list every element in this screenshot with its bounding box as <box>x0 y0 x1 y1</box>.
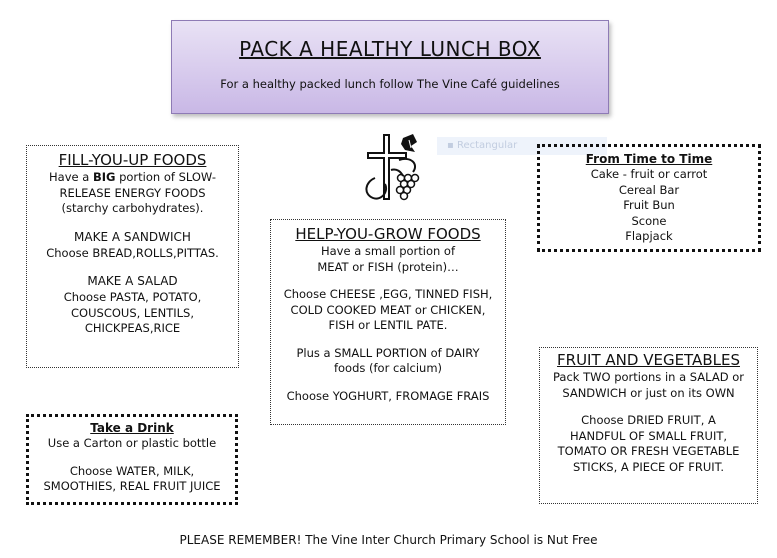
take-a-drink-heading: Take a Drink <box>90 421 174 435</box>
fill-line1-bold: BIG <box>92 170 116 184</box>
from-time-to-time-heading: From Time to Time <box>585 152 713 166</box>
fill-you-up-line3: (starchy carbohydrates). <box>61 201 204 215</box>
grow-choose-line: FISH or LENTIL PATE. <box>328 318 448 332</box>
salad-line: CHICKPEAS,RICE <box>84 321 181 335</box>
make-sandwich-text: Choose BREAD,ROLLS,PITTAS. <box>46 245 219 260</box>
fill-you-up-line1 <box>27 170 238 186</box>
treat-item: Cereal Bar <box>618 182 680 197</box>
fruit-intro-line: SANDWICH or just on its OWN <box>562 385 735 400</box>
grow-dairy-line: foods (for calcium) <box>333 361 443 375</box>
help-you-grow-box <box>270 219 506 425</box>
fill-you-up-line2: RELEASE ENERGY FOODS <box>59 185 206 200</box>
page-title: PACK A HEALTHY LUNCH BOX <box>239 37 541 61</box>
take-a-drink-box <box>26 414 238 505</box>
fruit-veg-heading: FRUIT AND VEGETABLES <box>557 351 740 369</box>
fruit-intro-line: Pack TWO portions in a SALAD or <box>553 370 744 384</box>
faint-shape-label-text: Rectangular <box>456 140 518 151</box>
grow-yoghurt-line: Choose YOGHURT, FROMAGE FRAIS <box>286 388 490 403</box>
page-subtitle: For a healthy packed lunch follow The Vine Café guidelines <box>220 77 560 91</box>
fruit-choose-line: HANDFUL OF SMALL FRUIT, <box>569 428 728 443</box>
grow-intro-line: Have a small portion of <box>320 244 456 258</box>
treat-item: Fruit Bun <box>623 198 675 212</box>
help-you-grow-heading: HELP-YOU-GROW FOODS <box>295 225 481 243</box>
drink-line1: Use a Carton or plastic bottle <box>47 436 217 450</box>
treat-item: Scone <box>631 213 667 228</box>
faint-shape-label: ▪ Rectangular <box>437 137 607 155</box>
treat-item: Cake - fruit or carrot <box>590 167 708 181</box>
nut-free-footer: PLEASE REMEMBER! The Vine Inter Church Primary School is Nut Free <box>179 533 598 547</box>
title-banner <box>171 20 609 114</box>
fruit-choose-line: TOMATO OR FRESH VEGETABLE <box>557 444 740 458</box>
grow-choose-line: COLD COOKED MEAT or CHICKEN, <box>290 302 486 317</box>
fruit-choose-line: Choose DRIED FRUIT, A <box>581 413 716 427</box>
salad-line: COUSCOUS, LENTILS, <box>71 305 194 320</box>
cross-with-vine-and-grapes-icon <box>355 130 427 206</box>
treat-item: Flapjack <box>625 229 673 243</box>
from-time-to-time-box <box>537 144 761 252</box>
salad-line: Choose PASTA, POTATO, <box>63 290 202 304</box>
make-salad-heading: MAKE A SALAD <box>87 274 178 288</box>
drink-choose-line: SMOOTHIES, REAL FRUIT JUICE <box>43 479 221 493</box>
fill-line1-post: portion of SLOW- <box>115 170 216 184</box>
drink-choose-line: Choose WATER, MILK, <box>69 463 195 478</box>
fruit-choose-line: STICKS, A PIECE OF FRUIT. <box>572 459 725 474</box>
grow-dairy-line: Plus a SMALL PORTION of DAIRY <box>296 345 480 360</box>
grow-intro-line: MEAT or FISH (protein)… <box>317 259 459 274</box>
make-sandwich-heading: MAKE A SANDWICH <box>74 229 191 244</box>
grow-choose-line: Choose CHEESE ,EGG, TINNED FISH, <box>283 287 493 301</box>
fill-you-up-box <box>26 145 239 368</box>
fill-you-up-heading: FILL-YOU-UP FOODS <box>58 151 207 169</box>
fruit-and-vegetables-box <box>539 347 758 504</box>
fill-line1-pre: Have a <box>49 170 93 184</box>
